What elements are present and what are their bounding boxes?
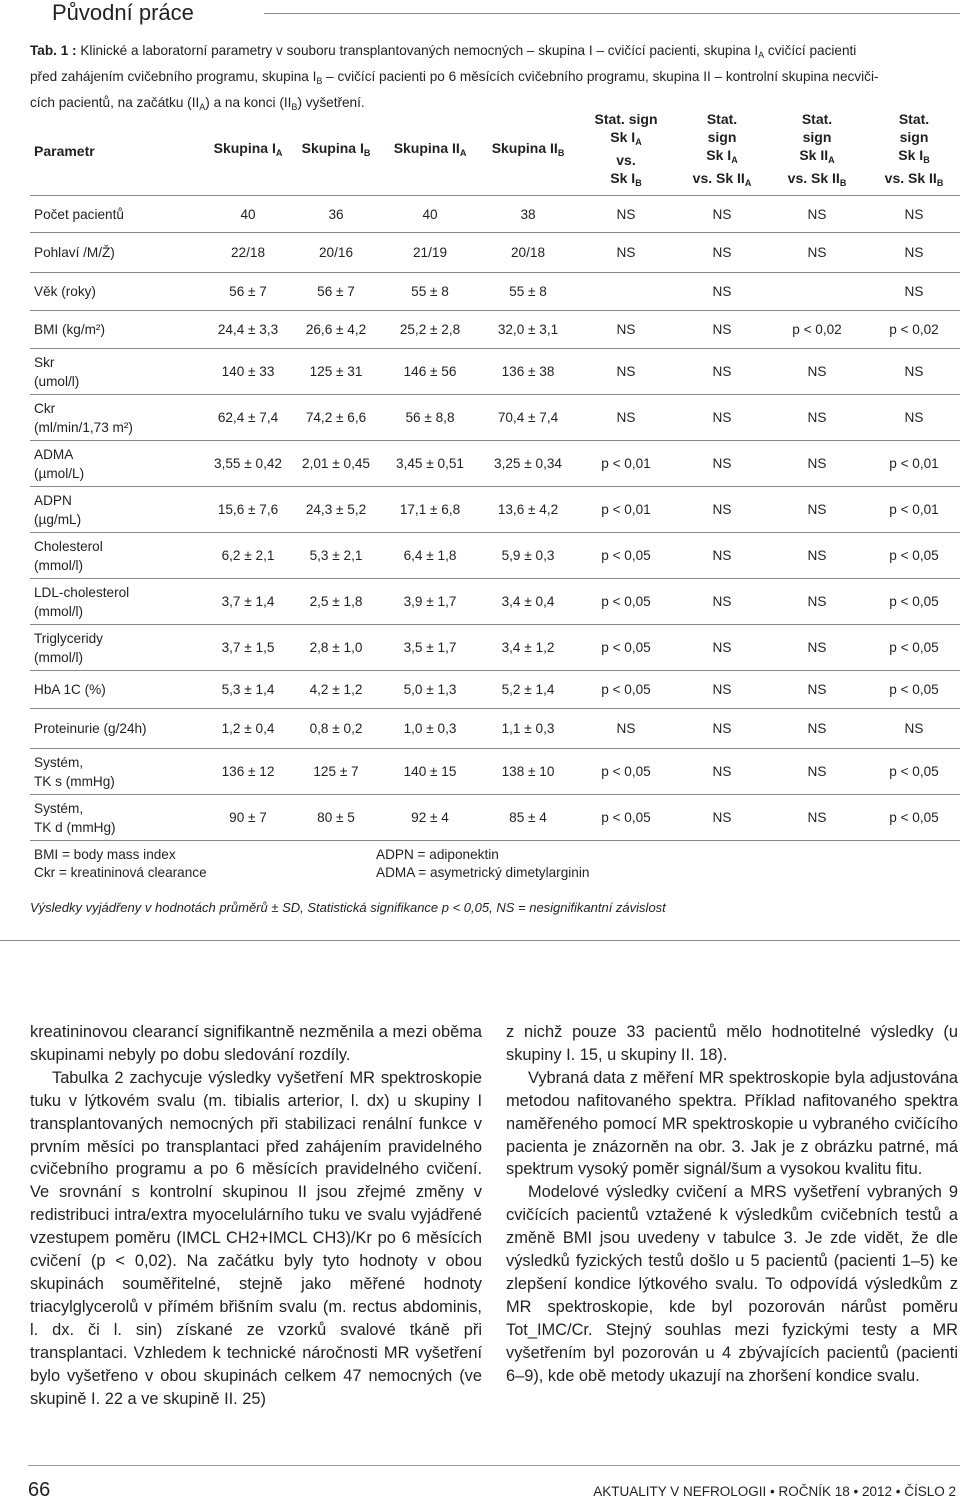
left-paragraph-1: kreatininovou clearancí signifikantně nezměnila a mezi oběma skupinami nebyly po dobu sledování rozdíly.: [30, 1023, 482, 1064]
row-value: NS: [712, 548, 732, 563]
row-value: 24,4 ± 3,3: [217, 322, 279, 337]
abbr-adma: ADMA = asymetrický dimetylarginin: [376, 865, 590, 880]
table-row: [30, 311, 960, 349]
row-value: NS: [807, 502, 827, 517]
row-value: 4,2 ± 1,2: [309, 682, 363, 697]
row-value: 26,6 ± 4,2: [305, 322, 367, 337]
row-value: 5,0 ± 1,3: [403, 682, 457, 697]
caption-line1: Klinické a laboratorní parametry v souboru transplantovaných nemocných – skupina I – cvičící pacienti, skupina I: [80, 43, 759, 58]
row-value: 62,4 ± 7,4: [217, 410, 279, 425]
row-value: 3,4 ± 1,2: [501, 640, 555, 655]
right-paragraph-1: z nichž pouze 33 pacientů mělo hodnotitelné výsledky (u skupiny I. 15, u skupiny II. 18).: [506, 1023, 958, 1064]
row-value: 15,6 ± 7,6: [217, 502, 279, 517]
row-value: NS: [904, 410, 924, 425]
table-row: [30, 749, 960, 795]
row-value: p < 0,02: [792, 322, 842, 337]
row-value: 74,2 ± 6,6: [305, 410, 367, 425]
row-value: 5,3 ± 1,4: [221, 682, 275, 697]
caption-sub-a2: A: [199, 102, 206, 112]
table-row: [30, 533, 960, 579]
row-value: 24,3 ± 5,2: [305, 502, 367, 517]
row-value: NS: [712, 410, 732, 425]
header-skupina-iib: Skupina $II_B$: [491, 140, 565, 158]
row-parameter: Triglyceridy (mmol/l): [34, 630, 103, 665]
row-parameter: Systém, TK d (mmHg): [34, 800, 116, 835]
row-value: 6,2 ± 2,1: [221, 548, 275, 563]
row-value: NS: [712, 594, 732, 609]
row-value: p < 0,05: [601, 682, 651, 697]
row-value: 3,4 ± 0,4: [501, 594, 555, 609]
row-value: 70,4 ± 7,4: [497, 410, 559, 425]
row-value: NS: [807, 594, 827, 609]
row-parameter: ADMA (µmol/L): [34, 446, 85, 481]
caption-line2-end: – cvičící pacienti po 6 měsících cvičebního programu, skupina II – kontrolní skupina necviči-: [322, 69, 879, 84]
row-parameter: Ckr (ml/min/1,73 m²): [34, 400, 133, 435]
row-value: NS: [616, 245, 636, 260]
section-title: Původní práce: [52, 0, 194, 25]
row-value: p < 0,05: [889, 594, 939, 609]
table-row: [30, 441, 960, 487]
header-stat-ia-ib: Stat. sign Sk $I_A$ vs. Sk $I_B$: [594, 110, 658, 188]
caption-line1-end: cvičící pacienti: [764, 43, 857, 58]
table-note: Výsledky vyjádřeny v hodnotách průměrů ± SD, Statistická signifikance p < 0,05, NS = nesignifikantní závislost: [30, 900, 666, 915]
row-value: NS: [712, 764, 732, 779]
abbr-adpn: ADPN = adiponektin: [376, 847, 499, 862]
table-row: [30, 395, 960, 441]
row-value: p < 0,01: [889, 456, 939, 471]
row-value: NS: [616, 410, 636, 425]
footer-rule: [28, 1465, 960, 1466]
row-parameter: Skr (umol/l): [34, 354, 80, 389]
row-value: 55 ± 8: [509, 284, 547, 299]
data-table: [30, 106, 960, 841]
row-value: 3,7 ± 1,5: [221, 640, 275, 655]
row-value: 1,0 ± 0,3: [403, 721, 457, 736]
table-row: [30, 196, 960, 233]
row-value: 21/19: [412, 245, 448, 260]
left-paragraph-2: Tabulka 2 zachycuje výsledky vyšetření MR spektroskopie tuku v lýtkovém svalu (m. tibialis arterior, l. dx) u skupiny I transplantovaných nemocných při stabilizaci renální funkce v prvním měsíci po transplantaci před zahájením pravidelného cvičebního programu a po 6 měsících pravidelného cvičení. Ve srovnání s kontrolní skupinou II jsou zřejmé změny v redistribuci intra/extra myocelulárního tuku ve svalu vyjádřené vzestupem poměru (IMCL CH2+IMCL CH3)/Kr po 6 měsících cvičení (p < 0,02). Na začátku byly tyto hodnoty v obou skupinách souměřitelné, stejně jako měřené hodnoty triacylglycerolů v přímém břišním svalu (m. rectus abdominis, l. dx. či l. sin) získané ze vzorků svalové tkáně při transplantaci. Vzhledem k technické náročnosti MR vyšetření bylo vyšetřeno v obou skupinách celkem 47 nemocných (ve skupině I. 22 a ve skupině II. 25): [30, 1068, 482, 1408]
abbr-bmi: BMI = body mass index: [34, 847, 176, 862]
table-row: [30, 795, 960, 841]
row-value: NS: [807, 764, 827, 779]
right-paragraph-2: Vybraná data z měření MR spektroskopie byla adjustována metodou nafitovaného spektra. Příklad nafitovaného spektra naměřeného pomocí MR spektroskopie u vybraného cvičícího pacienta je znázorněn na obr. 3. Jak je z obrázku patrné, má spektrum vysoký poměr signál/šum a vysokou kvalitu fitu.: [506, 1068, 958, 1179]
row-parameter: Proteinurie (g/24h): [34, 721, 147, 736]
row-parameter: Pohlaví /M/Ž): [34, 245, 115, 260]
row-parameter: Cholesterol (mmol/l): [34, 538, 103, 573]
row-value: NS: [616, 721, 636, 736]
row-parameter: BMI (kg/m²): [34, 322, 105, 337]
row-value: 138 ± 10: [501, 764, 555, 779]
header-stat-ib-iib: Stat. sign Sk $I_B$ vs. Sk $II_B$: [884, 110, 944, 188]
row-value: 3,55 ± 0,42: [214, 456, 282, 471]
row-value: NS: [712, 245, 732, 260]
row-value: NS: [712, 456, 732, 471]
row-value: 1,2 ± 0,4: [221, 721, 275, 736]
header-skupina-ia: Skupina $I_A$: [213, 140, 283, 158]
header-stat-iia-iib: Stat. sign Sk $II_A$ vs. Sk $II_B$: [787, 110, 847, 188]
header-parametr: Parametr: [34, 142, 95, 159]
row-value: p < 0,05: [889, 640, 939, 655]
row-value: 40: [240, 206, 256, 222]
row-value: 146 ± 56: [403, 364, 457, 379]
table-row: [30, 273, 960, 311]
row-value: 2,5 ± 1,8: [309, 594, 363, 609]
row-value: 36: [328, 206, 344, 222]
row-value: p < 0,05: [601, 764, 651, 779]
row-value: 5,9 ± 0,3: [501, 548, 555, 563]
row-value: NS: [807, 456, 827, 471]
row-value: [765, 273, 869, 310]
journal-name: AKTUALITY V NEFROLOGII • ROČNÍK 18 • 2012 • ČÍSLO 2: [593, 1484, 956, 1499]
row-value: NS: [904, 721, 924, 736]
row-parameter: Věk (roky): [34, 284, 96, 299]
row-value: 85 ± 4: [509, 810, 547, 825]
row-value: NS: [807, 640, 827, 655]
row-value: p < 0,05: [601, 640, 651, 655]
row-value: p < 0,01: [889, 502, 939, 517]
row-parameter: ADPN (µg/mL): [34, 492, 82, 527]
row-value: 40: [422, 206, 438, 222]
row-value: 20/16: [318, 245, 354, 260]
row-value: p < 0,01: [601, 456, 651, 471]
caption-line2: před zahájením cvičebního programu, skupina I: [30, 69, 317, 84]
row-value: 1,1 ± 0,3: [501, 721, 555, 736]
row-value: NS: [616, 364, 636, 379]
row-value: p < 0,01: [601, 502, 651, 517]
row-value: NS: [904, 206, 924, 222]
table-row: [30, 349, 960, 395]
row-parameter: Počet pacientů: [34, 206, 124, 222]
row-value: 0,8 ± 0,2: [309, 721, 363, 736]
row-value: 13,6 ± 4,2: [497, 502, 559, 517]
row-value: NS: [712, 364, 732, 379]
caption-sub-a: A: [758, 50, 765, 60]
row-value: 3,5 ± 1,7: [403, 640, 457, 655]
table-row: [30, 671, 960, 709]
row-value: NS: [712, 640, 732, 655]
row-value: 32,0 ± 3,1: [497, 322, 559, 337]
row-parameter: LDL-cholesterol (mmol/l): [34, 584, 130, 619]
row-value: 2,8 ± 1,0: [309, 640, 363, 655]
row-value: NS: [807, 548, 827, 563]
caption-sub-b: B: [316, 76, 323, 86]
abbr-left: [34, 846, 207, 882]
row-value: NS: [712, 721, 732, 736]
row-value: p < 0,05: [889, 810, 939, 825]
row-value: 3,9 ± 1,7: [403, 594, 457, 609]
row-value: NS: [712, 682, 732, 697]
row-value: p < 0,05: [889, 764, 939, 779]
table-separator: [0, 940, 960, 941]
row-value: NS: [616, 206, 636, 222]
table-header: [30, 106, 960, 196]
row-value: 20/18: [510, 245, 546, 260]
row-value: p < 0,02: [889, 322, 939, 337]
row-value: p < 0,05: [601, 548, 651, 563]
caption-line3-end: ) vyšetření.: [297, 95, 365, 110]
text-column-left: [30, 1021, 482, 1410]
row-value: NS: [712, 206, 732, 222]
row-value: 56 ± 7: [317, 284, 355, 299]
row-value: NS: [807, 410, 827, 425]
row-value: NS: [807, 206, 827, 222]
row-value: [575, 273, 677, 310]
row-value: 136 ± 38: [501, 364, 555, 379]
row-value: NS: [712, 502, 732, 517]
row-value: 3,45 ± 0,51: [396, 456, 464, 471]
row-value: NS: [807, 364, 827, 379]
row-value: NS: [807, 682, 827, 697]
row-value: 90 ± 7: [229, 810, 267, 825]
row-value: NS: [807, 245, 827, 260]
caption-line3: cích pacientů, na začátku (II: [30, 95, 200, 110]
caption-lead: Tab. 1 :: [30, 43, 77, 58]
row-value: 3,25 ± 0,34: [494, 456, 562, 471]
row-value: 80 ± 5: [317, 810, 355, 825]
row-value: 125 ± 7: [313, 764, 359, 779]
row-value: 5,2 ± 1,4: [501, 682, 555, 697]
page-number: 66: [28, 1479, 51, 1501]
table-row: [30, 709, 960, 749]
header-stat-ia-iia: Stat. sign Sk $I_A$ vs. Sk $II_A$: [692, 110, 752, 188]
row-parameter: Systém, TK s (mmHg): [34, 754, 115, 789]
row-value: p < 0,05: [601, 810, 651, 825]
row-value: NS: [807, 721, 827, 736]
row-value: p < 0,05: [889, 548, 939, 563]
header-rule: [264, 13, 960, 14]
row-value: 5,3 ± 2,1: [309, 548, 363, 563]
row-value: 125 ± 31: [309, 364, 363, 379]
row-value: NS: [712, 322, 732, 337]
table-row: [30, 579, 960, 625]
row-value: 6,4 ± 1,8: [403, 548, 457, 563]
text-column-right: [506, 1021, 958, 1388]
caption-sub-b2: B: [291, 102, 298, 112]
page-header: [28, 0, 960, 28]
abbr-ckr: Ckr = kreatininová clearance: [34, 865, 207, 880]
row-value: 17,1 ± 6,8: [399, 502, 461, 517]
table-row: [30, 233, 960, 273]
row-value: 140 ± 15: [403, 764, 457, 779]
row-value: 2,01 ± 0,45: [302, 456, 370, 471]
caption-line3-mid: ) a na konci (II: [205, 95, 292, 110]
row-value: 92 ± 4: [411, 810, 449, 825]
row-value: NS: [807, 810, 827, 825]
row-value: 55 ± 8: [411, 284, 449, 299]
header-skupina-iia: Skupina $II_A$: [393, 140, 467, 158]
row-value: 25,2 ± 2,8: [399, 322, 461, 337]
table-body: [30, 196, 960, 841]
row-parameter: HbA 1C (%): [34, 682, 106, 697]
row-value: NS: [616, 322, 636, 337]
row-value: 56 ± 7: [229, 284, 267, 299]
row-value: 3,7 ± 1,4: [221, 594, 275, 609]
row-value: p < 0,05: [889, 682, 939, 697]
right-paragraph-3: Modelové výsledky cvičení a MRS vyšetření vybraných 9 cvičících pacientů vztažené k výsledkům cvičebních testů a změně BMI jsou uvedeny v tabulce 3. Je zde vidět, že dle výsledků fyzických testů došlo u 5 pacientů (pacienti 1–5) ke zlepšení kondice lýtkového svalu. To odpovídá výsledkům z MR spektroskopie, kde byl pozorován nárůst poměru Tot_IMC/Cr. Stejný souhlas mezi fyzickými testy a MR vyšetřením byl pozorován u 4 zbývajících pacientů (pacienti 6–9), kde obě metody ukazují na zhoršení kondice svalu.: [506, 1183, 958, 1385]
row-value: NS: [904, 364, 924, 379]
row-value: p < 0,05: [601, 594, 651, 609]
abbr-right: [376, 846, 589, 882]
row-value: NS: [712, 810, 732, 825]
row-value: 140 ± 33: [221, 364, 275, 379]
row-value: 56 ± 8,8: [405, 410, 455, 425]
row-value: 38: [520, 206, 536, 222]
row-value: NS: [712, 284, 732, 299]
table-row: [30, 487, 960, 533]
row-value: 136 ± 12: [221, 764, 275, 779]
row-value: 22/18: [230, 245, 266, 260]
header-skupina-ib: Skupina $I_B$: [301, 140, 371, 158]
row-value: NS: [904, 245, 924, 260]
row-value: NS: [904, 284, 924, 299]
table-row: [30, 625, 960, 671]
